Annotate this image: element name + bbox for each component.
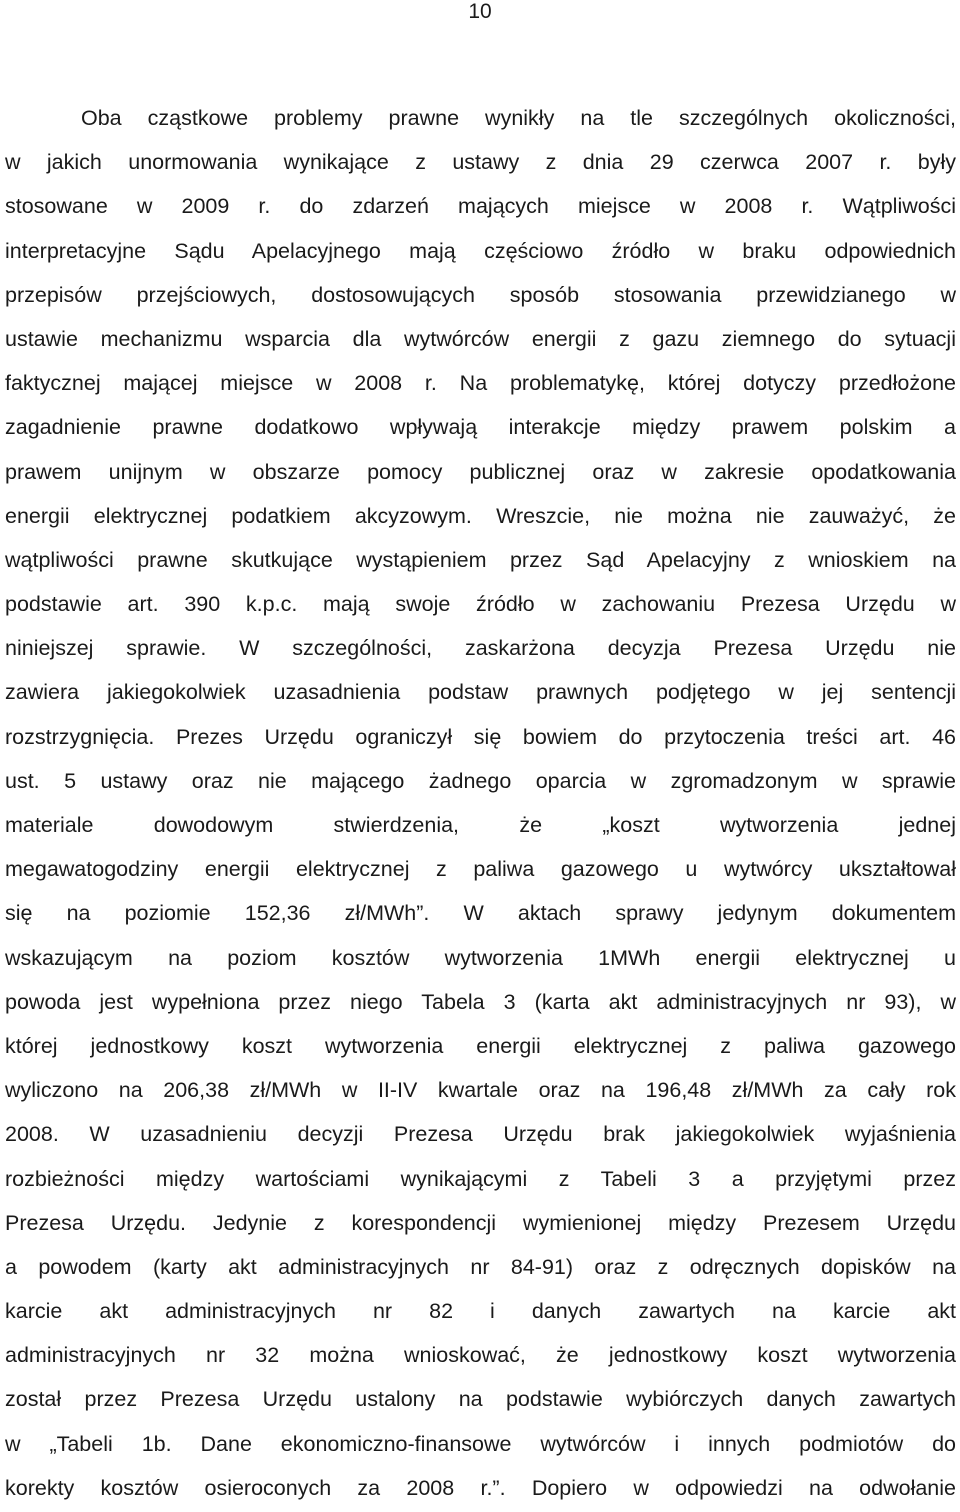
text-line: karcie akt administracyjnych nr 82 i danych zawartych na karcie akt (5, 1299, 956, 1324)
text-line: energii elektrycznej podatkiem akcyzowym. Wreszcie, nie można nie zauważyć, że (5, 503, 956, 528)
text-line: prawem unijnym w obszarze pomocy publicznej oraz w zakresie opodatkowania (5, 459, 956, 484)
text-line: zawiera jakiegokolwiek uzasadnienia podstaw prawnych podjętego w jej sentencji (5, 680, 956, 705)
text-line: faktycznej mającej miejsce w 2008 r. Na problematykę, której dotyczy przedłożone (5, 371, 956, 396)
text-line: przepisów przejściowych, dostosowujących sposób stosowania przewidzianego w (5, 282, 956, 307)
text-line: interpretacyjne Sądu Apelacyjnego mają częściowo źródło w braku odpowiednich (5, 238, 956, 263)
text-line: wyliczono na 206,38 zł/MWh w II-IV kwartale oraz na 196,48 zł/MWh za cały rok (5, 1078, 956, 1103)
text-line: stosowane w 2009 r. do zdarzeń mających miejsce w 2008 r. Wątpliwości (5, 194, 956, 219)
text-line: ustawie mechanizmu wsparcia dla wytwórców energii z gazu ziemnego do sytuacji (5, 326, 956, 351)
text-line: podstawie art. 390 k.p.c. mają swoje źródło w zachowaniu Prezesa Urzędu w (5, 592, 956, 617)
text-line: wątpliwości prawne skutkujące wystąpieniem przez Sąd Apelacyjny z wnioskiem na (5, 547, 956, 572)
text-line: korekty kosztów osieroconych za 2008 r.”. Dopiero w odpowiedzi na odwołanie (5, 1475, 956, 1500)
text-line: został przez Prezesa Urzędu ustalony na podstawie wybiórczych danych zawartych (5, 1387, 956, 1412)
page-number: 10 (468, 0, 492, 23)
text-line: a powodem (karty akt administracyjnych nr 84-91) oraz z odręcznych dopisków na (5, 1254, 956, 1279)
text-line: Prezesa Urzędu. Jedynie z korespondencji wymienionej między Prezesem Urzędu (5, 1210, 956, 1235)
text-line: się na poziomie 152,36 zł/MWh”. W aktach sprawy jedynym dokumentem (5, 901, 956, 926)
body-paragraph (5, 96, 956, 1510)
text-line: rozstrzygnięcia. Prezes Urzędu ograniczył się bowiem do przytoczenia treści art. 46 (5, 724, 956, 749)
text-line: materiale dowodowym stwierdzenia, że „koszt wytworzenia jednej (5, 813, 956, 837)
text-line: zagadnienie prawne dodatkowo wpływają interakcje między prawem polskim a (5, 415, 956, 440)
text-line: wskazującym na poziom kosztów wytworzenia 1MWh energii elektrycznej u (5, 945, 956, 970)
text-line: powoda jest wypełniona przez niego Tabela 3 (karta akt administracyjnych nr 93), w (5, 989, 956, 1014)
text-line: niniejszej sprawie. W szczególności, zaskarżona decyzja Prezesa Urzędu nie (5, 636, 956, 661)
text-line: Oba cząstkowe problemy prawne wynikły na tle szczególnych okoliczności, (81, 106, 956, 130)
text-line: w „Tabeli 1b. Dane ekonomiczno-finansowe wytwórców i innych podmiotów do (5, 1431, 956, 1456)
text-line: ust. 5 ustawy oraz nie mającego żadnego oparcia w zgromadzonym w sprawie (5, 768, 956, 793)
text-line: administracyjnych nr 32 można wnioskować, że jednostkowy koszt wytworzenia (5, 1343, 956, 1368)
text-line: rozbieżności między wartościami wynikającymi z Tabeli 3 a przyjętymi przez (5, 1166, 956, 1191)
text-line: megawatogodziny energii elektrycznej z paliwa gazowego u wytwórcy ukształtował (5, 857, 956, 882)
text-line: której jednostkowy koszt wytworzenia energii elektrycznej z paliwa gazowego (5, 1033, 956, 1058)
text-line: 2008. W uzasadnieniu decyzji Prezesa Urzędu brak jakiegokolwiek wyjaśnienia (5, 1122, 956, 1147)
text-line: w jakich unormowania wynikające z ustawy z dnia 29 czerwca 2007 r. były (5, 150, 956, 175)
